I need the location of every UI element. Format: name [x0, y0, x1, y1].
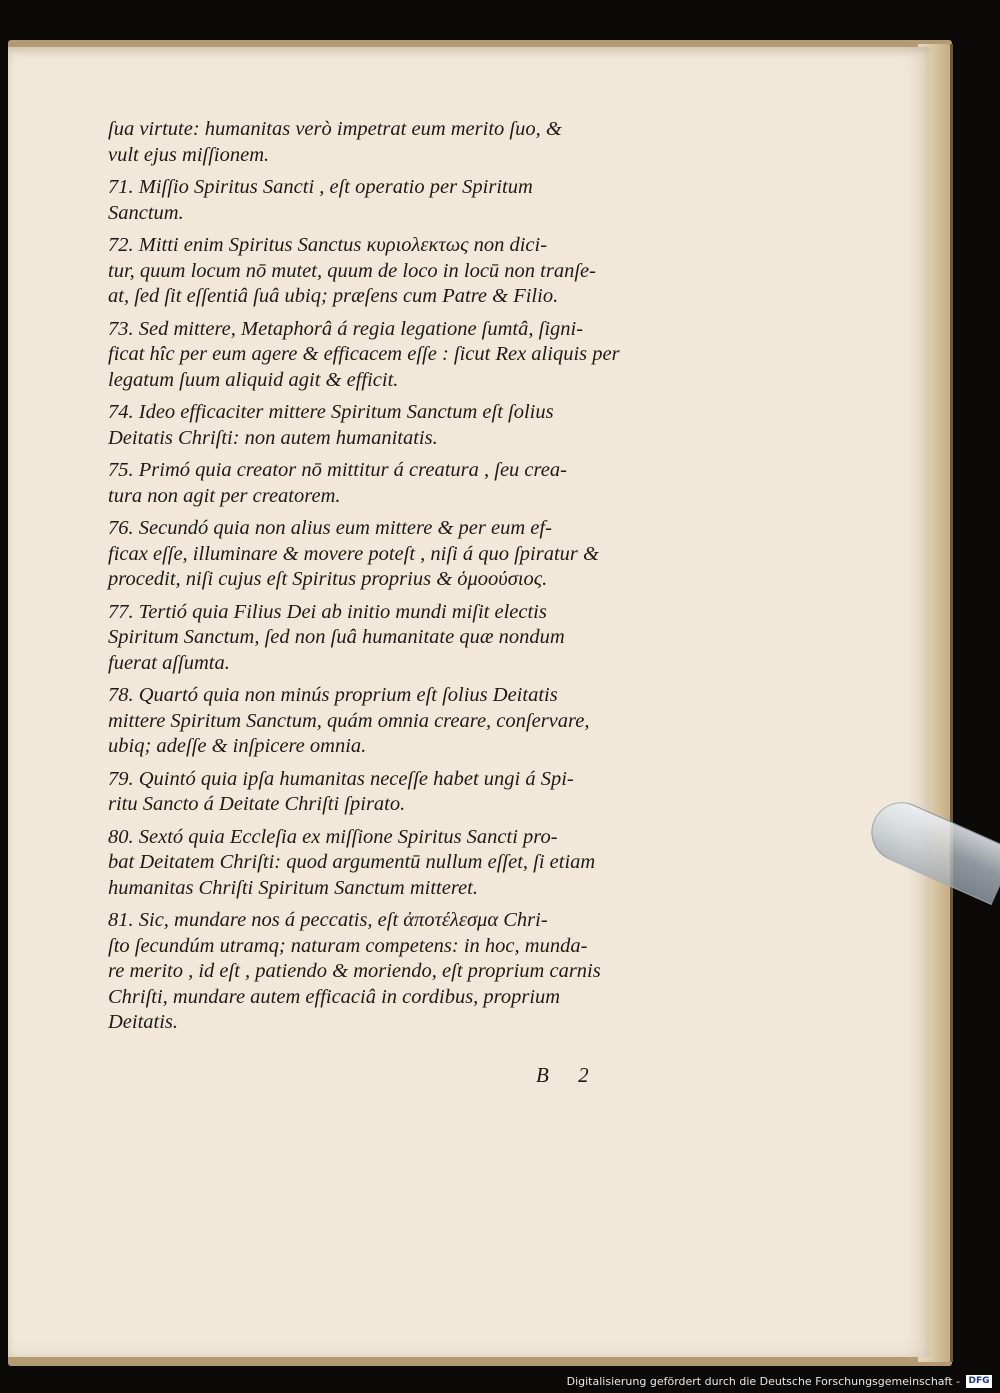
text-line: 71. Miſſio Spiritus Sancti , eſt operatio per Spiritum [108, 176, 533, 198]
text-line: 78. Quartó quia non minús proprium eſt ſolius Deitatis [108, 684, 558, 706]
footer-credit: Digitalisierung gefördert durch die Deutsche Forschungsgemeinschaft - [566, 1375, 960, 1388]
text-line: 75. Primó quia creator nō mittitur á creatura , ſeu crea- [108, 459, 567, 481]
text-line: ubiq; adeſſe & inſpicere omnia. [108, 735, 367, 757]
text-line: 73. Sed mittere, Metaphorâ á regia legatione ſumtâ, ſigni- [108, 317, 584, 340]
text-line: 79. Quintó quia ipſa humanitas neceſſe habet ungi á Spi- [108, 767, 574, 790]
text-line: humanitas Chriſti Spiritum Sanctum mitteret. [108, 876, 478, 899]
text-line: legatum ſuum aliquid agit & efficit. [108, 368, 399, 391]
text-line: 76. Secundó quia non alius eum mittere & per eum ef- [108, 517, 552, 539]
text-line: Sanctum. [108, 201, 184, 224]
text-line: at, ſed ſit eſſentiâ ſuâ ubiq; præſens cum Patre & Filio. [108, 285, 559, 307]
text-line: 72. Mitti enim Spiritus Sanctus κυριολεκτως non dici- [108, 234, 548, 256]
body-text [108, 117, 718, 1036]
text-line: 74. Ideo efficaciter mittere Spiritum Sanctum eſt ſolius [108, 401, 554, 423]
text-line: ficax eſſe, illuminare & movere poteſt , niſi á quo ſpiratur & [108, 542, 599, 565]
text-line: mittere Spiritum Sanctum, quám omnia creare, conſervare, [108, 709, 590, 732]
text-line: 77. Tertió quia Filius Dei ab initio mundi miſit electis [108, 600, 547, 623]
text-line: Deitatis Chriſti: non autem humanitatis. [108, 426, 438, 449]
text-line: Chriſti, mundare autem efficaciâ in cordibus, proprium [108, 985, 561, 1008]
text-line: re merito , id eſt , patiendo & moriendo, eſt proprium carnis [108, 960, 601, 982]
text-line: Spiritum Sanctum, ſed non ſuâ humanitate quæ nondum [108, 626, 565, 648]
text-line: vult ejus miſſionem. [108, 143, 270, 166]
text-line: 80. Sextó quia Eccleſia ex miſſione Spiritus Sancti pro- [108, 825, 558, 848]
signature-mark: B 2 [536, 1063, 601, 1087]
text-line: tura non agit per creatorem. [108, 484, 341, 507]
text-line: tur, quum locum nō mutet, quum de loco in locū non tranſe- [108, 259, 596, 282]
text-line: bat Deitatem Chriſti: quod argumentū nullum eſſet, ſi etiam [108, 851, 596, 873]
text-line: Deitatis. [108, 1011, 179, 1033]
text-line: ſto ſecundúm utramq; naturam competens: in hoc, munda- [108, 934, 588, 957]
text-line: ritu Sancto á Deitate Chriſti ſpirato. [108, 793, 406, 815]
dfg-logo-icon: DFG [966, 1375, 992, 1388]
book-page [8, 47, 929, 1357]
text-line: 81. Sic, mundare nos á peccatis, eſt ἀποτέλεσμα Chri- [108, 909, 548, 931]
text-line: ficat hîc per eum agere & efficacem eſſe : ſicut Rex aliquis per [108, 343, 620, 365]
text-line: procedit, niſi cujus eſt Spiritus proprius & ὁμοούσιος. [108, 568, 548, 590]
text-line: fuerat aſſumta. [108, 651, 230, 674]
footer-bar [0, 1370, 1000, 1393]
text-line: ſua virtute: humanitas verò impetrat eum merito ſuo, & [108, 118, 562, 140]
